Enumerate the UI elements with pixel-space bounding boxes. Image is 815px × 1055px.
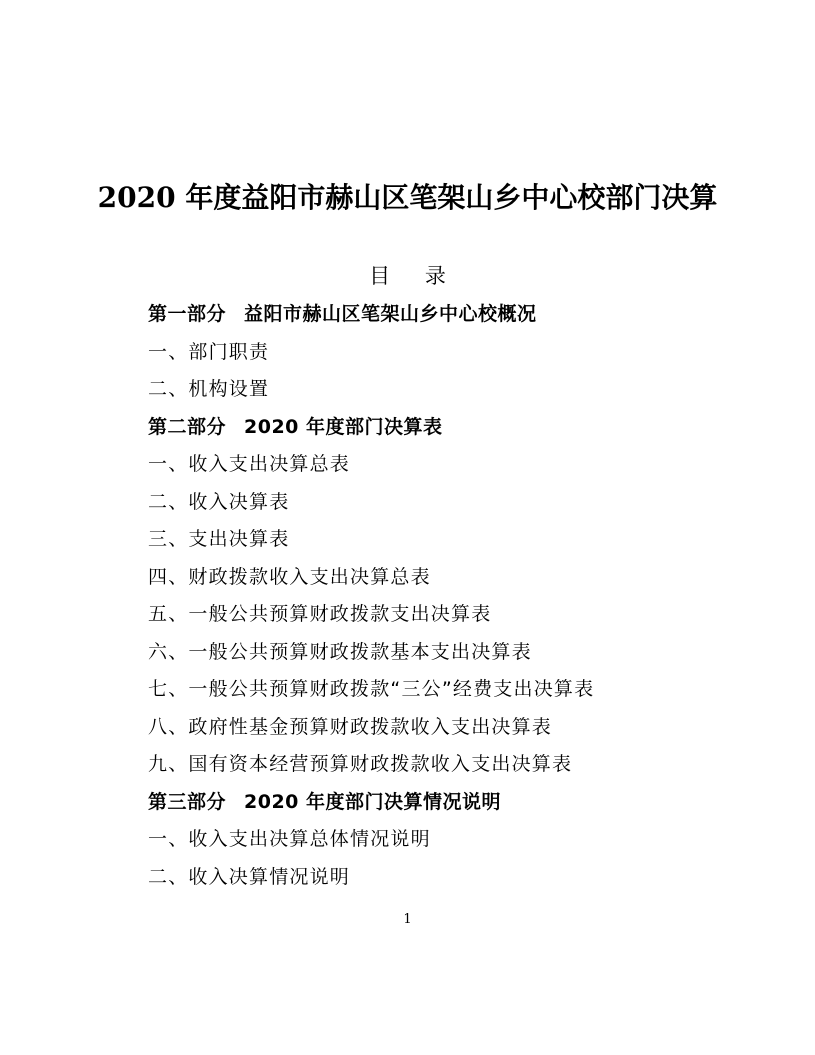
toc-item: 一、部门职责 xyxy=(148,340,270,363)
toc-item: 二、机构设置 xyxy=(148,378,270,400)
document-title: 2020 年度益阳市赫山区笔架山乡中心校部门决算 xyxy=(97,181,718,214)
toc-item: 二、收入决算情况说明 xyxy=(148,865,351,888)
toc-item: 四、财政拨款收入支出决算总表 xyxy=(148,565,431,588)
table-of-contents xyxy=(148,296,708,896)
toc-part-label: 第三部分 xyxy=(148,790,227,813)
toc-part-3 xyxy=(148,784,708,822)
toc-item: 三、支出决算表 xyxy=(148,528,290,550)
toc-item: 五、一般公共预算财政拨款支出决算表 xyxy=(148,603,492,625)
toc-part-label: 第二部分 xyxy=(148,415,227,438)
toc-part-2 xyxy=(148,409,708,447)
toc-item: 一、收入支出决算总表 xyxy=(148,453,351,475)
toc-item: 六、一般公共预算财政拨款基本支出决算表 xyxy=(148,640,532,663)
page-number: 1 xyxy=(403,912,412,927)
toc-part-title: 2020 年度部门决算情况说明 xyxy=(244,790,502,813)
toc-part-label: 第一部分 xyxy=(148,303,227,325)
toc-item: 八、政府性基金预算财政拨款收入支出决算表 xyxy=(148,715,553,738)
toc-part-title: 益阳市赫山区笔架山乡中心校概况 xyxy=(244,303,537,325)
toc-heading: 目 录 xyxy=(369,264,460,288)
toc-part-1 xyxy=(148,296,708,334)
toc-item: 一、收入支出决算总体情况说明 xyxy=(148,828,431,850)
toc-item: 九、国有资本经营预算财政拨款收入支出决算表 xyxy=(148,753,573,775)
toc-item: 二、收入决算表 xyxy=(148,490,290,513)
toc-item: 七、一般公共预算财政拨款“三公”经费支出决算表 xyxy=(148,678,595,700)
toc-part-title: 2020 年度部门决算表 xyxy=(244,415,443,438)
